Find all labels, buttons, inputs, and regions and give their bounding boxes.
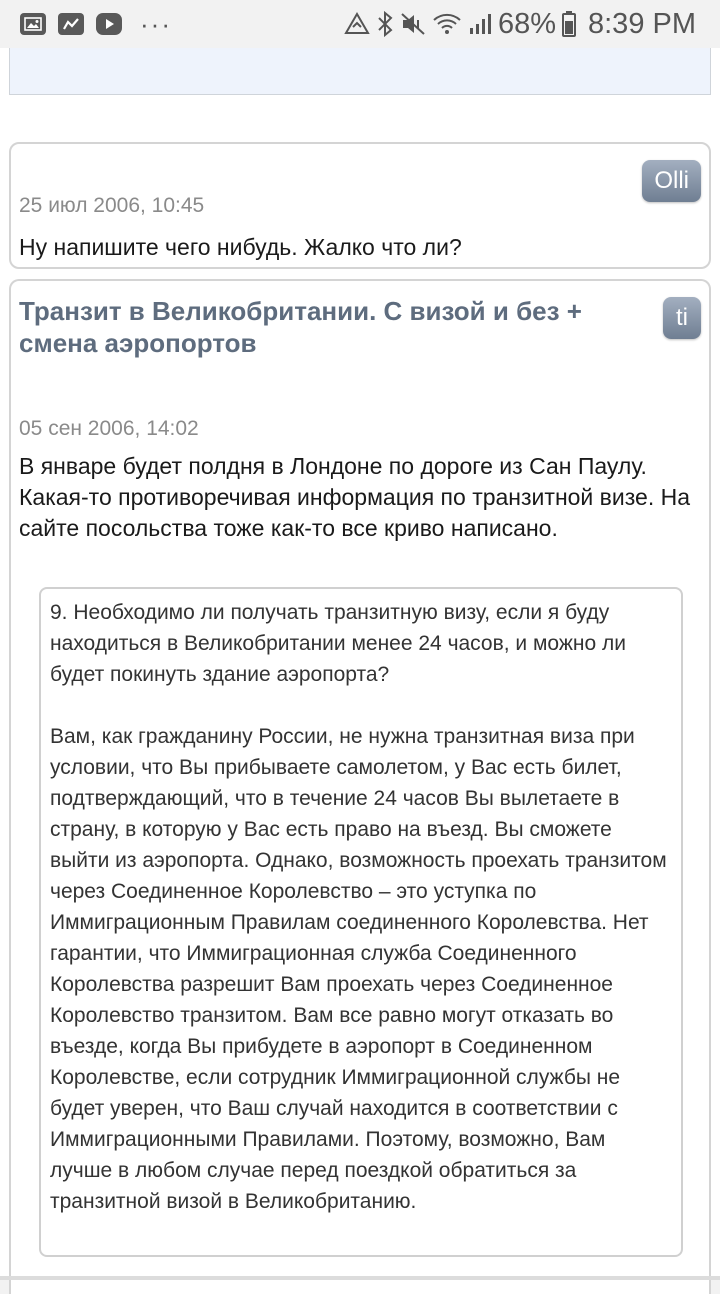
post-card <box>9 142 711 269</box>
data-saver-icon <box>344 12 370 36</box>
battery-percent: 68% <box>497 7 556 40</box>
youtube-icon <box>96 13 122 35</box>
author-badge[interactable]: ti <box>663 297 701 339</box>
mute-icon <box>400 12 426 36</box>
quote-question: 9. Необходимо ли получать транзитную визу, если я буду находиться в Великобритании менее 24 часов, и можно ли будет покинуть здание аэропорта? <box>50 601 627 686</box>
clock: 8:39 PM <box>588 7 696 40</box>
notification-icons <box>20 11 172 37</box>
quote-answer: Вам, как гражданину России, не нужна транзитная виза при условии, что Вы прибываете самолетом, у Вас есть билет, подтверждающий, что в течение 24 часов Вы вылетаете в страну, в которую у Вас есть право на въезд. Вы сможете выйти из аэропорта. Однако, возможность проехать транзитом через Соединенное Королевство – это уступка по Иммиграционным Правилам соединенного Королевства. Нет гарантии, что Иммиграционная служба Соединенного Королевства разрешит Вам проехать через Соединенное Королевство транзитом. Вам все равно могут отказать во въезде, когда Вы прибудете в аэропорт в Соединенном Королевстве, если сотрудник Иммиграционной службы не будет уверен, что Ваш случай находится в соответствии с Иммиграционными Правилами. Поэтому, возможно, Вам лучше в любом случае перед поездкой обратиться за транзитной визой в Великобританию. <box>50 725 667 1213</box>
post-body: Ну напишите чего нибудь. Жалко что ли? <box>19 234 462 260</box>
post-body: В январе будет полдня в Лондоне по дороге из Сан Паулу. Какая-то противоречивая информация по транзитной визе. На сайте посольства тоже как-то все криво написано. <box>19 453 690 541</box>
signal-icon <box>468 12 492 36</box>
quote-spacer <box>50 690 673 721</box>
wifi-icon <box>432 12 462 36</box>
page-content <box>0 48 720 1280</box>
author-badge[interactable]: Olli <box>642 160 701 202</box>
bluetooth-icon <box>376 11 394 37</box>
gallery-icon <box>20 13 46 35</box>
divider <box>0 1276 720 1280</box>
quote-block <box>39 587 683 1257</box>
previous-post-panel <box>9 48 711 95</box>
overflow-indicator: ··· <box>140 9 172 39</box>
post-card <box>9 279 711 1294</box>
post-date: 25 июл 2006, 10:45 <box>19 194 205 217</box>
activity-icon <box>58 13 84 35</box>
status-bar <box>0 0 720 48</box>
post-title[interactable]: Транзит в Великобритании. С визой и без + смена аэропортов <box>19 296 582 358</box>
battery-icon <box>562 11 576 37</box>
post-date: 05 сен 2006, 14:02 <box>19 417 199 440</box>
system-icons <box>344 8 696 41</box>
